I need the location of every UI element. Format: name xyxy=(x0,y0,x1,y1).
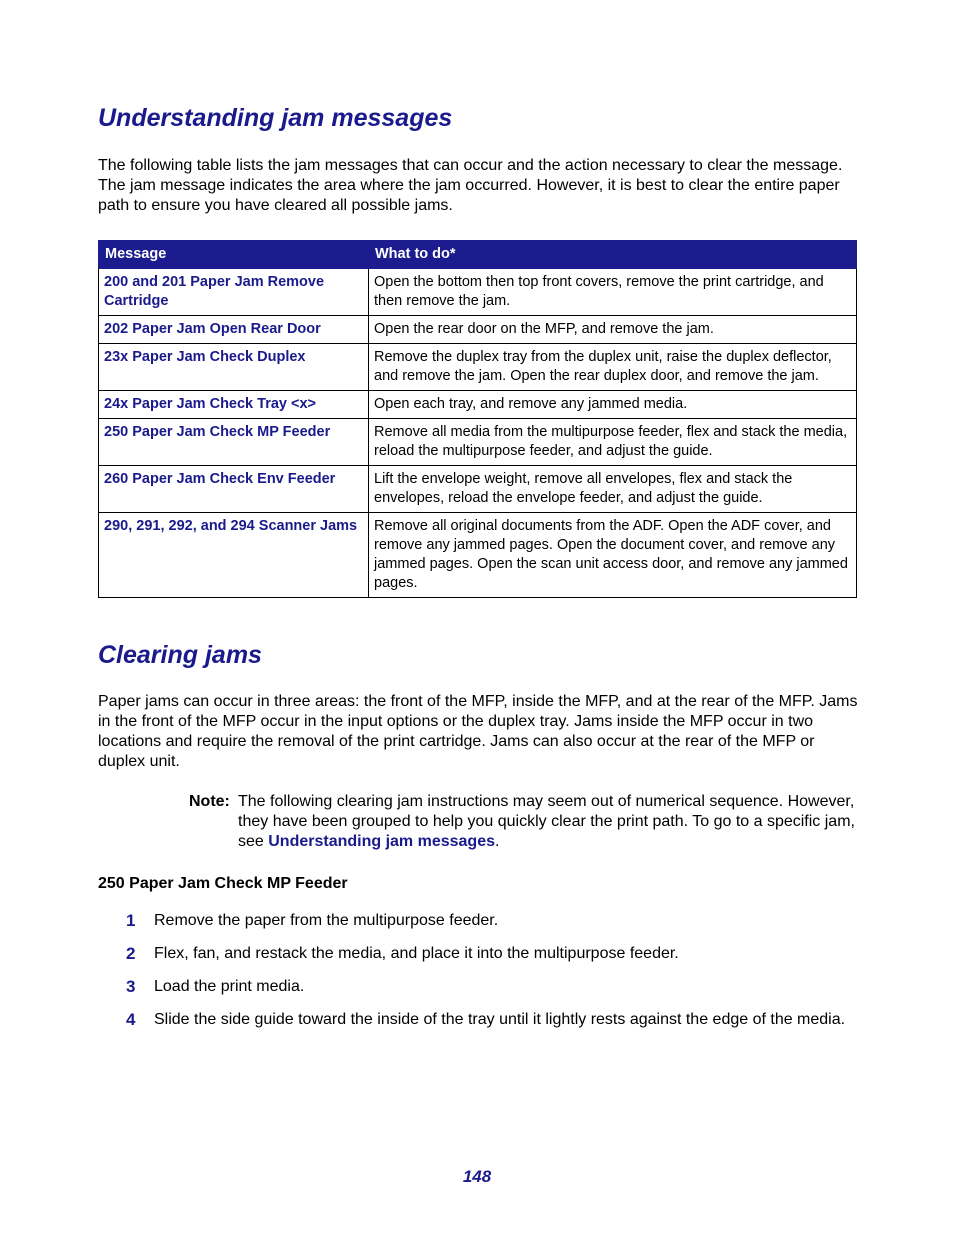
jam-action-cell: Open the rear door on the MFP, and remove the jam. xyxy=(369,316,857,344)
section-title-clearing-jams: Clearing jams xyxy=(98,641,262,669)
section-title-jam-messages: Understanding jam messages xyxy=(98,104,453,132)
column-header-message: Message xyxy=(99,241,369,269)
jam-message-cell: 23x Paper Jam Check Duplex xyxy=(99,344,369,391)
step-number: 3 xyxy=(126,977,136,996)
jam-action-cell: Lift the envelope weight, remove all envelopes, flex and stack the envelopes, reload the envelope feeder, and adjust the guide. xyxy=(369,466,857,513)
jam-message-cell: 200 and 201 Paper Jam Remove Cartridge xyxy=(99,269,369,316)
jam-messages-table xyxy=(98,240,857,598)
jam-action-cell: Remove all original documents from the ADF. Open the ADF cover, and remove any jammed pages. Open the document cover, and remove any jammed pages. Open the scan unit access door, and remove any jammed pages. xyxy=(369,513,857,598)
jam-message-cell: 24x Paper Jam Check Tray <x> xyxy=(99,391,369,419)
step-number: 4 xyxy=(126,1010,136,1029)
step-number: 1 xyxy=(126,911,136,930)
table-row xyxy=(99,391,857,419)
step-text: Flex, fan, and restack the media, and place it into the multipurpose feeder. xyxy=(154,945,679,962)
jam-action-cell: Remove all media from the multipurpose feeder, flex and stack the media, reload the multipurpose feeder, and adjust the guide. xyxy=(369,419,857,466)
subsection-title: 250 Paper Jam Check MP Feeder xyxy=(98,875,348,892)
jam-action-cell: Open the bottom then top front covers, remove the print cartridge, and then remove the jam. xyxy=(369,269,857,316)
note-label: Note: xyxy=(189,793,230,810)
table-row xyxy=(99,316,857,344)
step-text: Slide the side guide toward the inside of the tray until it lightly rests against the edge of the media. xyxy=(154,1011,846,1028)
table-row xyxy=(99,419,857,466)
jam-action-cell: Remove the duplex tray from the duplex unit, raise the duplex deflector, and remove the jam. Open the rear duplex door, and remove the jam. xyxy=(369,344,857,391)
note-body xyxy=(238,792,858,852)
step-text: Load the print media. xyxy=(154,978,305,995)
table-row xyxy=(99,344,857,391)
jam-messages-intro: The following table lists the jam messages that can occur and the action necessary to clear the message. The jam message indicates the area where the jam occurred. However, it is best to clear the entire paper path to ensure you have cleared all possible jams. xyxy=(98,157,843,214)
jam-message-cell: 250 Paper Jam Check MP Feeder xyxy=(99,419,369,466)
step-text: Remove the paper from the multipurpose feeder. xyxy=(154,912,499,929)
table-header-row xyxy=(99,241,857,269)
step-number: 2 xyxy=(126,944,136,963)
jam-action-cell: Open each tray, and remove any jammed media. xyxy=(369,391,857,419)
page-number: 148 xyxy=(462,1167,492,1186)
jam-messages-link[interactable]: Understanding jam messages xyxy=(268,833,495,850)
jam-message-cell: 202 Paper Jam Open Rear Door xyxy=(99,316,369,344)
jam-message-cell: 290, 291, 292, and 294 Scanner Jams xyxy=(99,513,369,598)
table-row xyxy=(99,466,857,513)
clearing-jams-intro: Paper jams can occur in three areas: the front of the MFP, inside the MFP, and at the rear of the MFP. Jams in the front of the MFP occur in the input options or the duplex tray. Jams inside the MFP occur in two locations and require the removal of the print cartridge. Jams can also occur at the rear of the MFP or duplex unit. xyxy=(98,693,858,770)
column-header-what-to-do: What to do* xyxy=(369,241,857,269)
table-row xyxy=(99,513,857,598)
note-end: . xyxy=(495,833,500,850)
jam-message-cell: 260 Paper Jam Check Env Feeder xyxy=(99,466,369,513)
note-text: The following clearing jam instructions may seem out of numerical sequence. However, they have been grouped to help you quickly clear the print path. To go to a specific jam, see xyxy=(238,793,855,850)
table-row xyxy=(99,269,857,316)
